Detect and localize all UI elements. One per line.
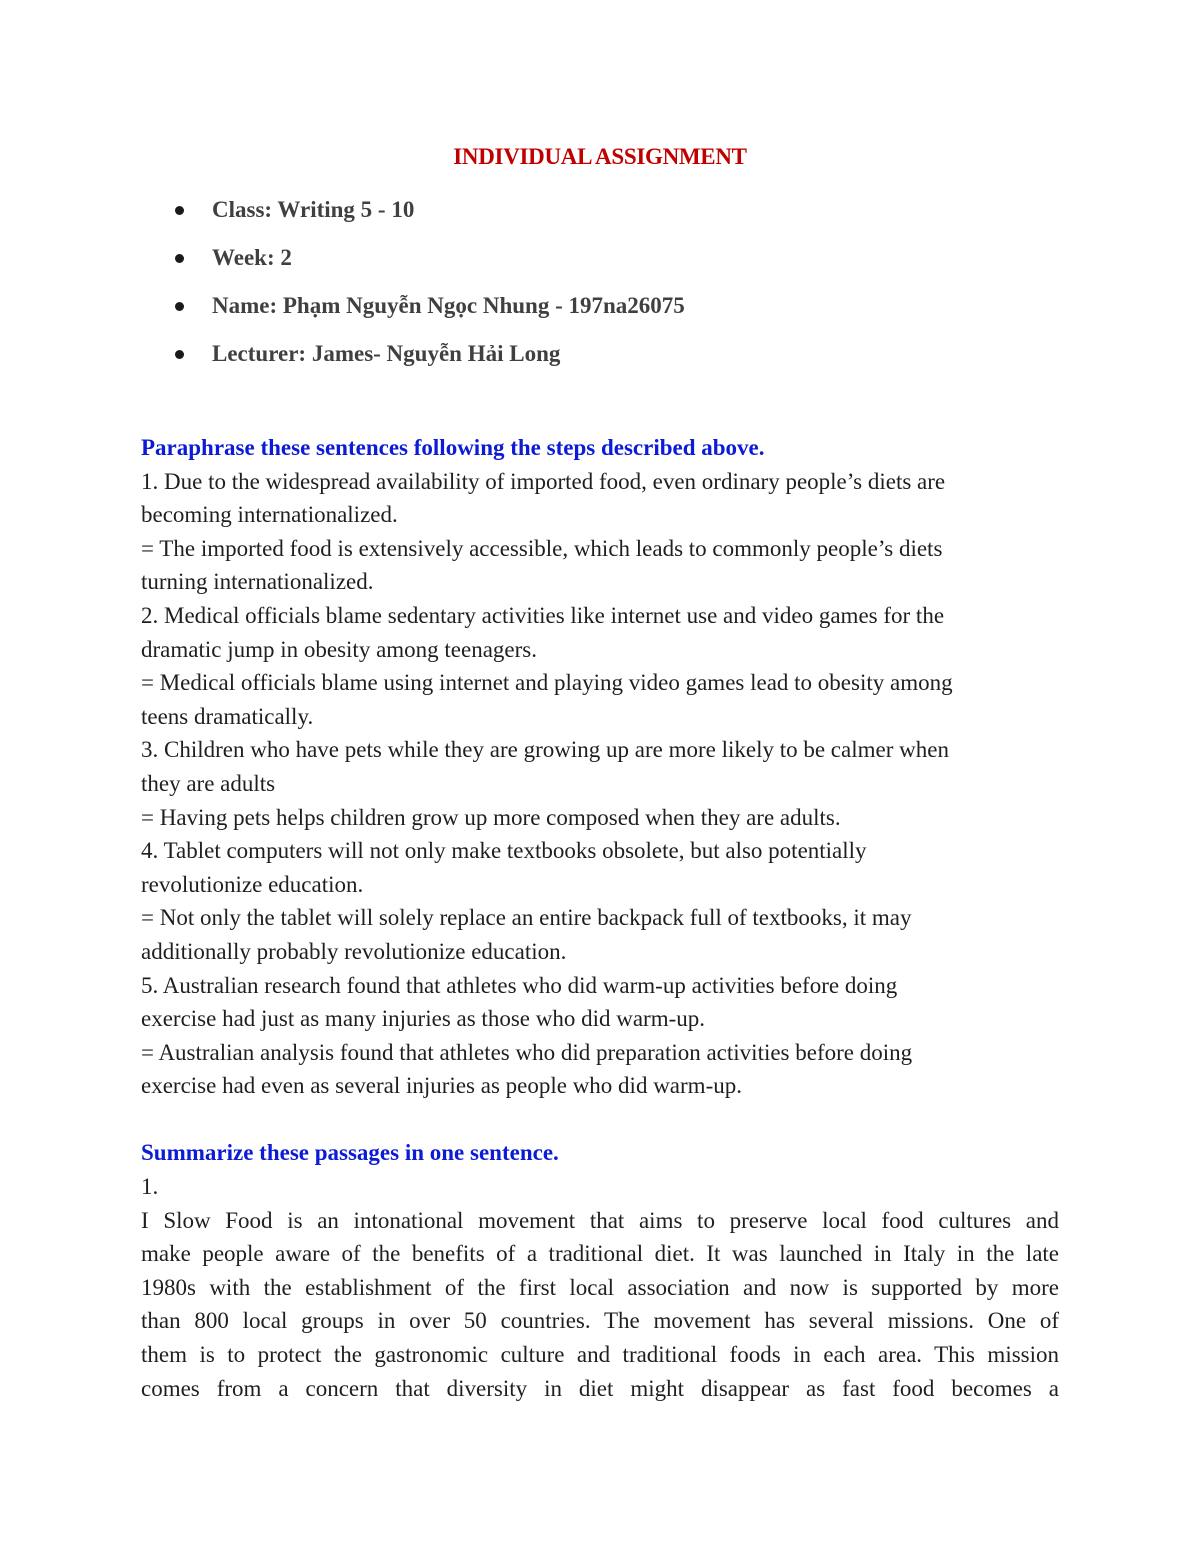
spacer	[141, 1103, 1059, 1137]
passage-line: them is to protect the gastronomic culture and traditional foods in each area. This mission	[141, 1342, 1059, 1368]
paraphrase-line: revolutionize education.	[141, 871, 364, 897]
summarize-heading: Summarize these passages in one sentence.	[141, 1140, 559, 1166]
paraphrase-content	[141, 465, 1059, 1103]
paraphrase-line: turning internationalized.	[141, 569, 374, 595]
paraphrase-line: = Not only the tablet will solely replace an entire backpack full of textbooks, it may	[141, 905, 912, 931]
paraphrase-line: 1. Due to the widespread availability of imported food, even ordinary people’s diets are	[141, 468, 946, 494]
list-item-lecturer	[141, 330, 1059, 378]
document-page	[141, 140, 1059, 1405]
passage-line: comes from a concern that diversity in diet might disappear as fast food becomes a	[141, 1375, 1059, 1401]
passage-line: 1980s with the establishment of the first local association and now is supported by more	[141, 1274, 1059, 1300]
assignment-info-list	[141, 186, 1059, 378]
paraphrase-line: = Medical officials blame using internet and playing video games lead to obesity among	[141, 670, 953, 696]
paraphrase-line: becoming internationalized.	[141, 502, 398, 528]
paraphrase-line: = Having pets helps children grow up more composed when they are adults.	[141, 804, 841, 830]
summarize-number: 1.	[141, 1174, 159, 1200]
paraphrase-line: additionally probably revolutionize education.	[141, 938, 567, 964]
paraphrase-line: 4. Tablet computers will not only make textbooks obsolete, but also potentially	[141, 838, 867, 864]
bullet-icon	[175, 302, 184, 311]
list-item-class	[141, 186, 1059, 234]
bullet-icon	[175, 206, 184, 215]
paraphrase-line: 3. Children who have pets while they are growing up are more likely to be calmer when	[141, 737, 949, 763]
bullet-icon	[175, 350, 184, 359]
info-class: Class: Writing 5 - 10	[212, 197, 415, 222]
summarize-passage	[141, 1204, 1059, 1406]
info-name: Name: Phạm Nguyễn Ngọc Nhung - 197na26075	[212, 293, 685, 318]
paraphrase-line: exercise had just as many injuries as those who did warm-up.	[141, 1006, 706, 1032]
list-item-week	[141, 234, 1059, 282]
paraphrase-line: = The imported food is extensively accessible, which leads to commonly people’s diets	[141, 535, 943, 561]
passage-line: make people aware of the benefits of a traditional diet. It was launched in Italy in the late	[141, 1241, 1059, 1267]
paraphrase-heading: Paraphrase these sentences following the steps described above.	[141, 435, 765, 460]
paraphrase-line: 2. Medical officials blame sedentary activities like internet use and video games for the	[141, 602, 945, 628]
paraphrase-line: = Australian analysis found that athletes who did preparation activities before doing	[141, 1039, 913, 1065]
passage-line: I Slow Food is an intonational movement that aims to preserve local food cultures and	[141, 1207, 1059, 1233]
bullet-icon	[175, 254, 184, 263]
passage-line: than 800 local groups in over 50 countries. The movement has several missions. One of	[141, 1308, 1059, 1334]
page-title: INDIVIDUAL ASSIGNMENT	[453, 144, 747, 169]
info-week: Week: 2	[212, 245, 292, 270]
spacer	[141, 378, 1059, 431]
info-lecturer: Lecturer: James- Nguyễn Hải Long	[212, 341, 561, 366]
paraphrase-line: 5. Australian research found that athletes who did warm-up activities before doing	[141, 972, 898, 998]
paraphrase-line: they are adults	[141, 770, 276, 796]
paraphrase-line: dramatic jump in obesity among teenagers.	[141, 636, 537, 662]
paraphrase-line: exercise had even as several injuries as people who did warm-up.	[141, 1073, 742, 1099]
list-item-name	[141, 282, 1059, 330]
paraphrase-line: teens dramatically.	[141, 703, 314, 729]
